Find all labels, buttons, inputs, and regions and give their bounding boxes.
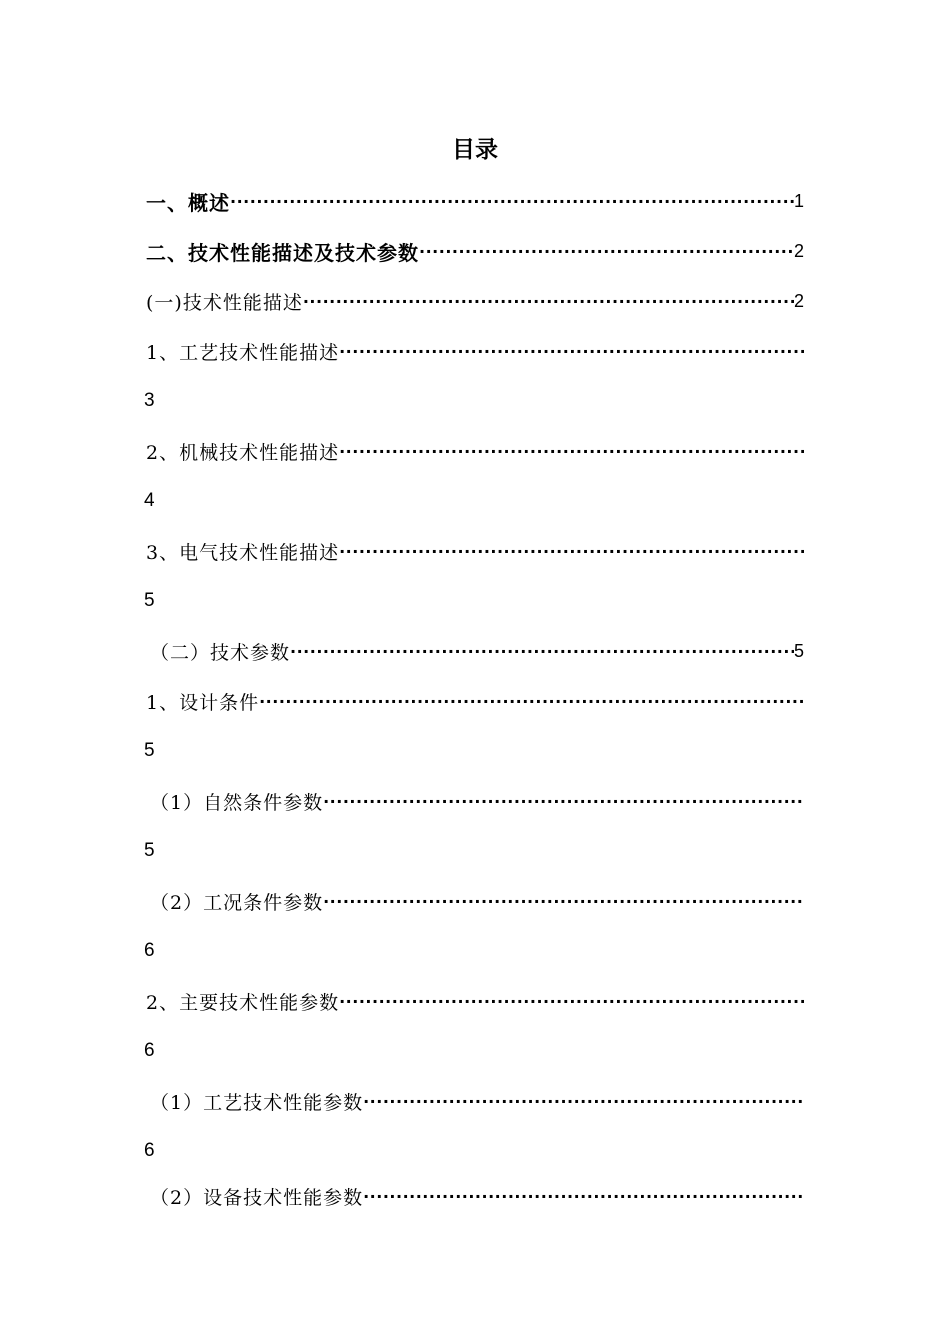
toc-entry-working-conditions[interactable] bbox=[150, 886, 804, 916]
toc-entry-label: 3、电气技术性能描述 bbox=[146, 541, 340, 564]
dot-leader bbox=[290, 636, 794, 666]
toc-title: 目录 bbox=[452, 137, 498, 163]
toc-entry-label: 2、机械技术性能描述 bbox=[146, 441, 340, 464]
toc-entry-label: 2、主要技术性能参数 bbox=[146, 991, 340, 1014]
toc-entry-label: （1）工艺技术性能参数 bbox=[150, 1091, 364, 1114]
toc-entry-process-description[interactable] bbox=[146, 336, 804, 366]
toc-entry-equipment-parameters[interactable] bbox=[150, 1181, 804, 1211]
dot-leader bbox=[419, 236, 794, 266]
toc-entry-label: 1、设计条件 bbox=[146, 691, 260, 714]
toc-entry-page: 6 bbox=[144, 1140, 155, 1161]
toc-entry-label: (一)技术性能描述 bbox=[146, 291, 303, 314]
toc-entry-overview[interactable] bbox=[146, 186, 804, 216]
toc-entry-label: 一、概述 bbox=[146, 190, 230, 215]
toc-entry-page: 2 bbox=[793, 240, 804, 261]
toc-entry-page: 6 bbox=[144, 940, 155, 961]
dot-leader bbox=[323, 786, 804, 816]
toc-entry-page: 3 bbox=[144, 390, 155, 411]
toc-entry-electrical-description[interactable] bbox=[146, 536, 804, 566]
toc-entry-label: 二、技术性能描述及技术参数 bbox=[146, 240, 419, 265]
toc-entry-page: 5 bbox=[793, 640, 804, 661]
toc-entry-page: 1 bbox=[793, 190, 804, 211]
dot-leader bbox=[339, 436, 804, 466]
toc-entry-label: （2）工况条件参数 bbox=[150, 891, 324, 914]
toc-entry-label: 1、工艺技术性能描述 bbox=[146, 341, 340, 364]
dot-leader bbox=[363, 1181, 804, 1211]
toc-entry-process-parameters[interactable] bbox=[150, 1086, 804, 1116]
dot-leader bbox=[303, 286, 794, 316]
dot-leader bbox=[363, 1086, 804, 1116]
toc-entry-label: （2）设备技术性能参数 bbox=[150, 1186, 364, 1209]
dot-leader bbox=[323, 886, 804, 916]
toc-entry-page: 5 bbox=[144, 590, 155, 611]
toc-entry-page: 6 bbox=[144, 1040, 155, 1061]
dot-leader bbox=[339, 536, 804, 566]
toc-entry-natural-conditions[interactable] bbox=[150, 786, 804, 816]
toc-entry-mechanical-description[interactable] bbox=[146, 436, 804, 466]
toc-entry-page: 4 bbox=[144, 490, 155, 511]
dot-leader bbox=[259, 686, 804, 716]
toc-entry-technical-parameters[interactable] bbox=[150, 636, 804, 666]
toc-entry-design-conditions[interactable] bbox=[146, 686, 804, 716]
dot-leader bbox=[339, 986, 804, 1016]
dot-leader bbox=[230, 186, 794, 216]
dot-leader bbox=[339, 336, 804, 366]
toc-entry-technical-description-and-parameters[interactable] bbox=[146, 236, 804, 266]
toc-entry-page: 5 bbox=[144, 740, 155, 761]
toc-entry-main-performance-parameters[interactable] bbox=[146, 986, 804, 1016]
toc-entry-technical-performance-description[interactable] bbox=[146, 286, 804, 316]
toc-entry-page: 5 bbox=[144, 840, 155, 861]
toc-entry-page: 2 bbox=[793, 290, 804, 311]
toc-entry-label: （二）技术参数 bbox=[150, 641, 291, 664]
toc-entry-label: （1）自然条件参数 bbox=[150, 791, 324, 814]
